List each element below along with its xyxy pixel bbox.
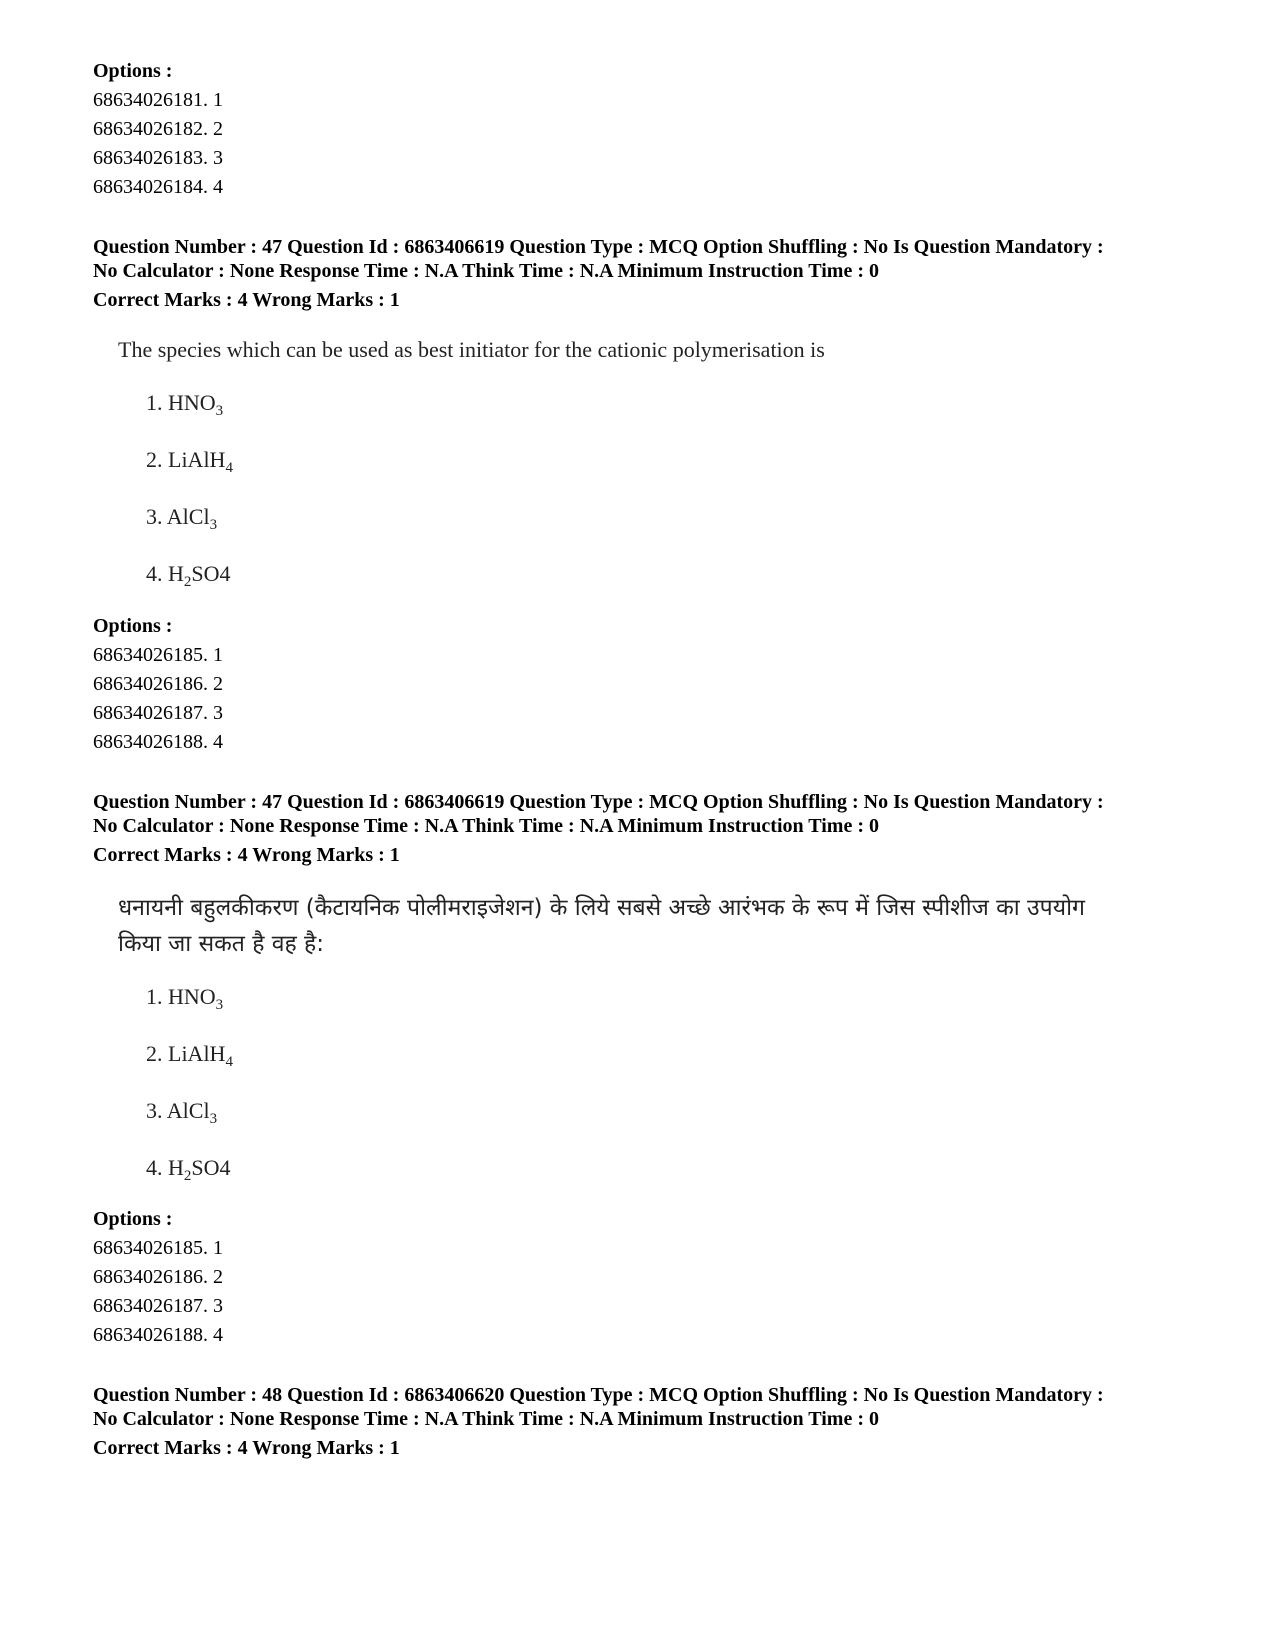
choice-item: 4. $H_2SO4$ <box>146 561 231 590</box>
option-line: 68634026183. 3 <box>93 147 223 169</box>
marks-line: Correct Marks : 4 Wrong Marks : 1 <box>93 844 400 866</box>
options-header: Options : <box>93 615 173 637</box>
meta-line-2: No Calculator : None Response Time : N.A Think Time : N.A Minimum Instruction Time : 0 <box>93 260 879 282</box>
option-line: 68634026184. 4 <box>93 176 223 198</box>
option-line: 68634026187. 3 <box>93 1295 223 1317</box>
choice-item: 1. $HNO_3$ <box>146 984 224 1013</box>
option-line: 68634026186. 2 <box>93 673 223 695</box>
meta-line-1: Question Number : 47 Question Id : 6863406619 Question Type : MCQ Option Shuffling : No Is Question Mandatory : <box>93 791 1104 813</box>
choice-item: 4. $H_2SO4$ <box>146 1155 231 1184</box>
marks-line: Correct Marks : 4 Wrong Marks : 1 <box>93 1437 400 1459</box>
option-line: 68634026188. 4 <box>93 1324 223 1346</box>
option-line: 68634026188. 4 <box>93 731 223 753</box>
choice-item: 1. $HNO_3$ <box>146 390 224 419</box>
meta-line-2: No Calculator : None Response Time : N.A Think Time : N.A Minimum Instruction Time : 0 <box>93 815 879 837</box>
option-line: 68634026181. 1 <box>93 89 223 111</box>
options-block-q2 <box>93 1205 493 1350</box>
question-body-english <box>118 334 1208 614</box>
option-line: 68634026182. 2 <box>93 118 223 140</box>
question-meta-q2 <box>93 790 1213 868</box>
option-line: 68634026185. 1 <box>93 644 223 666</box>
marks-line: Correct Marks : 4 Wrong Marks : 1 <box>93 289 400 311</box>
question-text-line-2: किया जा सकत है वह है: <box>118 931 324 957</box>
question-meta-q1 <box>93 235 1213 313</box>
question-text: The species which can be used as best initiator for the cationic polymerisation is <box>118 337 825 362</box>
meta-line-1: Question Number : 48 Question Id : 6863406620 Question Type : MCQ Option Shuffling : No Is Question Mandatory : <box>93 1384 1104 1406</box>
question-meta-q3 <box>93 1383 1213 1461</box>
question-text-line-1: धनायनी बहुलकीकरण (कैटायनिक पोलीमराइजेशन) के लिये सबसे अच्छे आरंभक के रूप में जिस स्पीशीज का उपयोग <box>118 895 1085 921</box>
question-body-hindi <box>118 890 1208 1208</box>
meta-line-1: Question Number : 47 Question Id : 6863406619 Question Type : MCQ Option Shuffling : No Is Question Mandatory : <box>93 236 1104 258</box>
choice-list <box>146 980 1208 1208</box>
choice-item: 3. AlCl$_3$ <box>146 1098 218 1127</box>
option-line: 68634026187. 3 <box>93 702 223 724</box>
option-line: 68634026186. 2 <box>93 1266 223 1288</box>
options-block-q1 <box>93 612 493 757</box>
choice-item: 2. LiAlH$_4$ <box>146 447 233 476</box>
choice-list <box>146 386 1208 614</box>
options-header: Options : <box>93 1208 173 1230</box>
choice-item: 3. AlCl$_3$ <box>146 504 218 533</box>
options-block-prev <box>93 57 493 202</box>
choice-item: 2. LiAlH$_4$ <box>146 1041 233 1070</box>
option-line: 68634026185. 1 <box>93 1237 223 1259</box>
options-header: Options : <box>93 60 173 82</box>
meta-line-2: No Calculator : None Response Time : N.A Think Time : N.A Minimum Instruction Time : 0 <box>93 1408 879 1430</box>
